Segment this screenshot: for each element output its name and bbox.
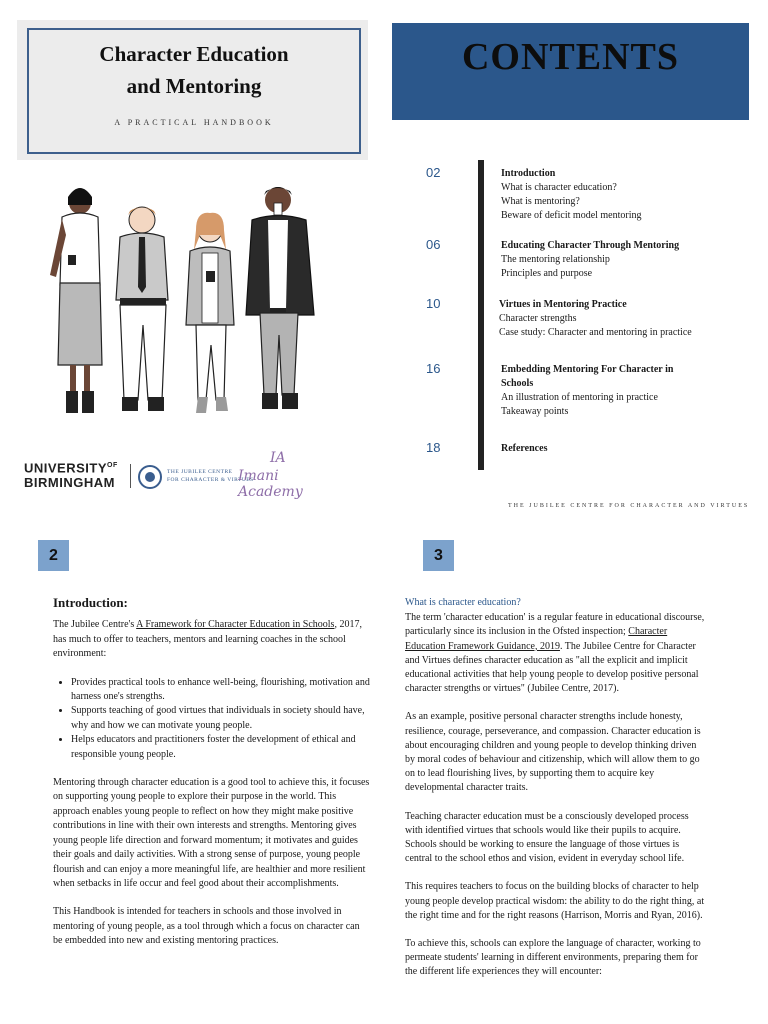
cover-title-line1: Character Education [99,42,289,66]
university-of-birmingham-logo [24,458,118,490]
right-paragraph-2: As an example, positive personal character strengths include honesty, resilience, courage, perseverance, and compassion. Character education is about encouraging children and young people to develop thinking driven by moral codes of behaviour and citizenship, which will allow them to go on to lead flourishing lives, by supporting them to acquire key developmental character traits. [405,711,701,794]
cover-frame [27,28,361,154]
uob-of: OF [107,462,118,469]
uob-line2: BIRMINGHAM [24,475,115,491]
right-paragraph-5: To achieve this, schools can explore the language of character, working to permeate students' learning in different environments, preparing them for the different life experiences they will encounter: [405,938,701,978]
imani-academy-logo: Imani Academy [238,468,303,500]
toc-sub: What is mentoring? [501,196,580,207]
cover-title-line2: and Mentoring [126,74,262,98]
toc-page-number: 10 [426,296,441,311]
toc-sub: Case study: Character and mentoring in practice [499,327,692,338]
page-number-left: 2 [38,540,69,571]
jubilee-centre-emblem-icon [138,465,162,489]
toc-heading: Embedding Mentoring For Character in Schools [501,364,674,389]
logo-row [24,446,334,498]
toc-entry [501,239,716,281]
toc-page-number: 06 [426,237,441,252]
right-paragraph-3: Teaching character education must be a consciously developed process with identified virtues that schools would like their pupils to acquire. Schools should be working to ensure the language of those virtues is central to the school ethos and vision, evident in everyday school life. [405,810,689,865]
contents-divider-bar [478,160,484,470]
logo-divider [130,464,131,488]
right-p1-post: . The Jubilee Centre for Character and Virtues defines character education as "all the explicit and implicit educational activities that help young people to develop positive personal character strengths or virtues" (Jubilee Centre, 2017). [405,640,699,695]
toc-page-number: 16 [426,361,441,376]
toc-entry [501,363,701,419]
right-paragraph-1 [405,611,705,696]
person-woman-cardigan-figure [186,213,234,413]
intro-paragraph-1 [53,618,371,661]
toc-sub: An illustration of mentoring in practice [501,392,658,403]
intro-paragraph-2: Mentoring through character education is a good tool to achieve this, it focuses on supporting young people to explore their purpose in the world. This approach enables young people to reflect on how they might make positive contributions in line with their own interests and strengths. Mentoring gives young people life direction and forward momentum; it motivates and guides their goals and daily activities. With a strong sense of purpose, young people flourish and can enjoy a more meaningful life, are healthier and more resilient when setbacks in life occur and feel good about their accomplishments. [53,777,370,889]
toc-entry [499,298,714,340]
right-paragraph-4: This requires teachers to focus on the building blocks of character to help young people develop practical wisdom: the ability to do the right thing, at the right time and for the right reasons (Harrison, Morris and Ryan, 2016). [405,881,705,921]
cover-subtitle: A PRACTICAL HANDBOOK [114,118,274,127]
toc-heading: Educating Character Through Mentoring [501,240,680,251]
list-item: • Supports teaching of good virtues that individuals in society should have, why and how we can motivate young people. [71,704,371,733]
cover-title [29,38,359,102]
uob-line1: UNIVERSITY [24,460,108,476]
person-woman-left-figure [50,188,102,413]
framework-link[interactable]: A Framework for Character Education in Schools [136,619,335,631]
jubilee-line2: FOR CHARACTER & VIRTUES [167,477,254,483]
contents-footer: THE JUBILEE CENTRE FOR CHARACTER AND VIRTUES [508,503,750,509]
character-education-heading: What is character education? [405,597,521,608]
people-illustration [30,175,340,430]
toc-sub: What is character education? [501,182,617,193]
ofsted-guidance-link[interactable]: Character Education Framework Guidance, 2019 [405,626,668,652]
cover-panel [17,20,368,160]
imani-academy-mark-icon: IA [270,450,286,466]
toc-sub: Character strengths [499,313,577,324]
toc-sub: Beware of deficit model mentoring [501,210,642,221]
right-p1-pre: The term 'character education' is a regular feature in educational discourse, particularly since its inclusion in the Ofsted inspection; [405,612,705,638]
intro-p1-post: , 2017, has much to offer to teachers, mentors and learning coaches in the school environment: [53,619,362,660]
character-education-section [405,596,705,994]
person-man-tie-figure [116,207,168,411]
contents-header [392,23,749,120]
jubilee-line1: THE JUBILEE CENTRE [167,469,233,475]
toc-page-number: 18 [426,440,441,455]
toc-entry [501,167,716,223]
toc-entry [501,442,716,456]
list-item: • Provides practical tools to enhance well-being, flourishing, motivation and harness one's strengths. [71,676,371,705]
introduction-heading: Introduction: [53,595,128,610]
toc-heading: Virtues in Mentoring Practice [499,299,627,310]
toc-heading: Introduction [501,168,556,179]
page-number-right: 3 [423,540,454,571]
toc-heading: References [501,443,548,454]
introduction-section [53,596,371,963]
contents-title: CONTENTS [461,36,680,78]
intro-paragraph-3: This Handbook is intended for teachers in schools and those involved in mentoring of young people, as a tool through which a focus on character can be embedded into new and existing mentoring practices. [53,906,360,947]
intro-bullet-list [71,676,371,762]
list-item: • Helps educators and practitioners foster the development of ethical and responsible young people. [71,733,371,762]
toc-sub: Takeaway points [501,406,569,417]
toc-sub: The mentoring relationship [501,254,610,265]
toc-page-number: 02 [426,165,441,180]
intro-p1-pre: The Jubilee Centre's [53,619,137,631]
toc-sub: Principles and purpose [501,268,593,279]
person-man-jacket-figure [246,187,314,409]
